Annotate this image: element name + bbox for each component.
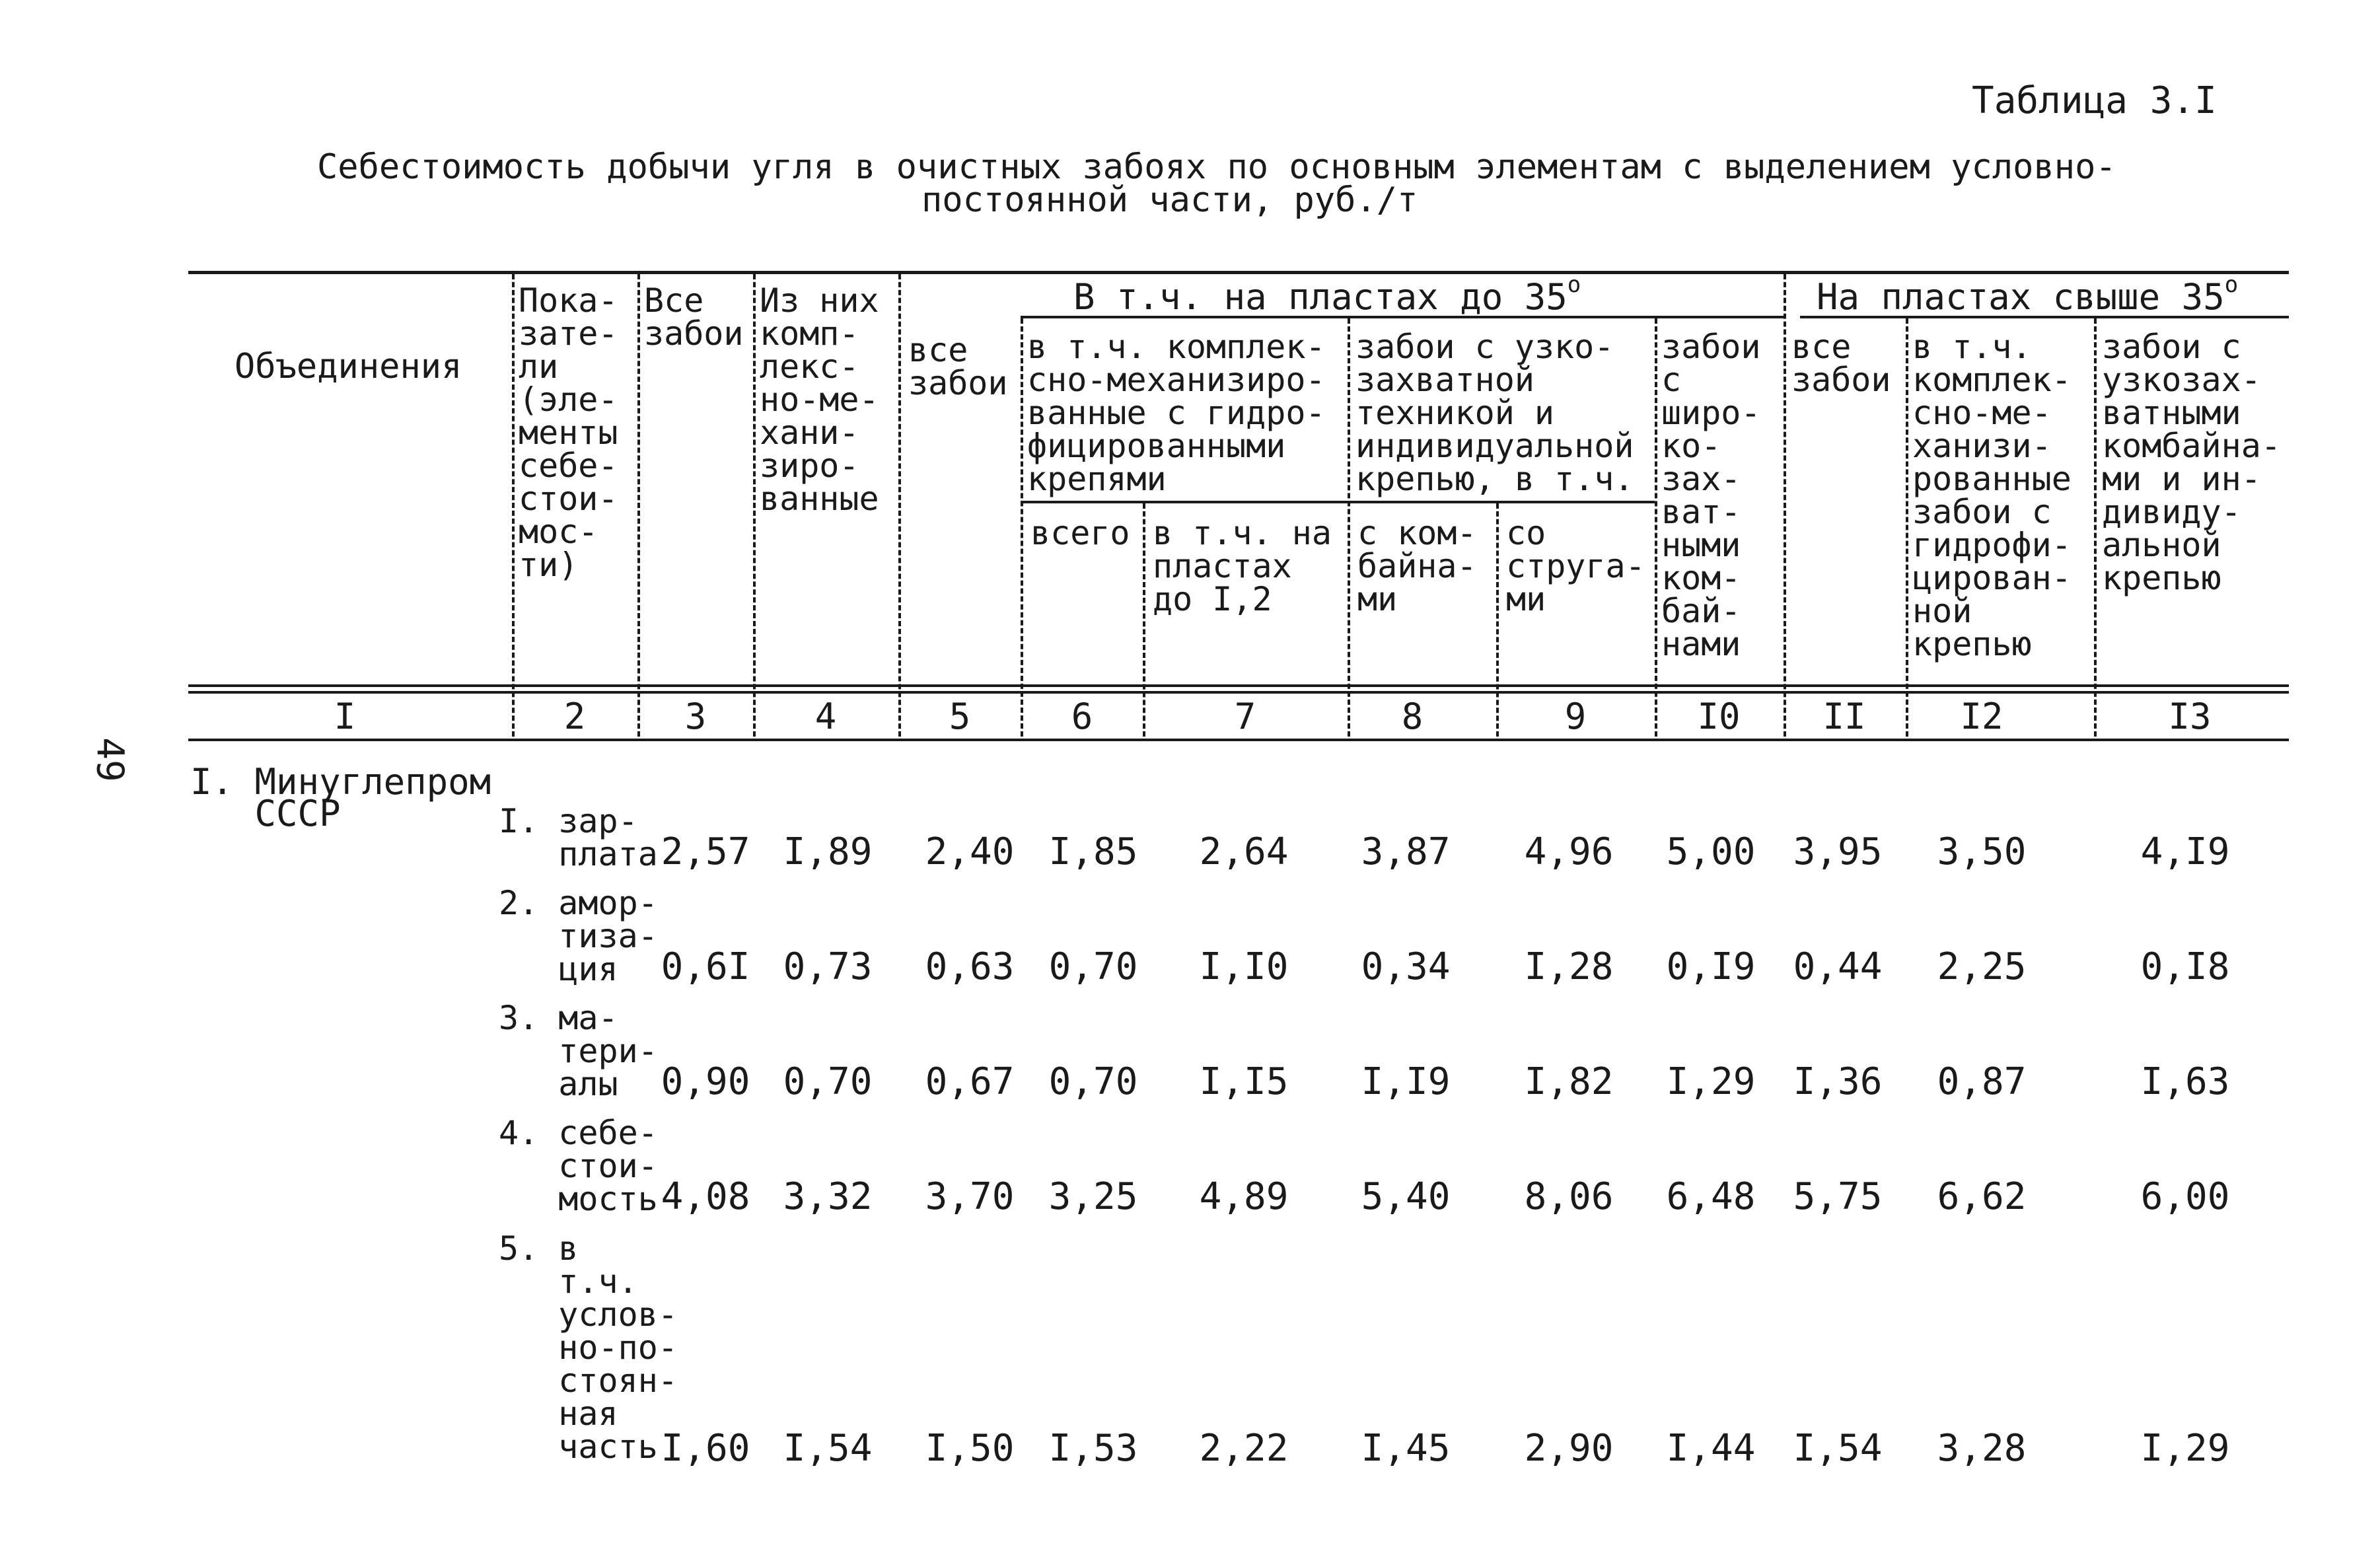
header-bottom-rule-1 xyxy=(188,684,2289,687)
table-cell: 6,48 xyxy=(1666,1175,1756,1218)
header-mechanized-over-35: в т.ч. комплек- сно-ме- ханизи- рованные забои с гидрофи- цирован- ной крепью xyxy=(1912,328,2072,663)
table-cell: I,54 xyxy=(1793,1427,1883,1470)
row-label: 4. себе- стои- мость xyxy=(499,1114,658,1218)
column-number: 4 xyxy=(814,696,837,737)
header-narrow-cut: забои с узко- захватной техникой и индивидуальной крепью, в т.ч. xyxy=(1355,328,1634,498)
table-cell: I,82 xyxy=(1524,1060,1614,1103)
table-cell: 3,50 xyxy=(1937,830,2027,873)
column-number: I0 xyxy=(1697,696,1741,737)
row-label: 3. ма- тери- алы xyxy=(499,999,658,1103)
table-cell: 3,95 xyxy=(1793,830,1883,873)
header-group-under-35: В т.ч. на пластах до $35^о$ xyxy=(1073,272,1581,318)
table-cell: I,85 xyxy=(1048,830,1138,873)
column-number: 3 xyxy=(684,696,707,737)
table-cell: I,89 xyxy=(783,830,873,873)
header-narrow-over-35: забои с узкозах- ватными комбайна- ми и ин- дивиду- альной крепью xyxy=(2102,328,2281,597)
table-cell: 3,87 xyxy=(1361,830,1451,873)
table-cell: 0,44 xyxy=(1793,945,1883,988)
table-label: Таблица 3.I xyxy=(1972,79,2217,122)
table-cell: 0,70 xyxy=(783,1060,873,1103)
table-cell: 2,22 xyxy=(1199,1427,1289,1470)
column-number: 5 xyxy=(949,696,971,737)
col-separator xyxy=(1496,503,1499,737)
header-with-combines: с ком- байна- ми xyxy=(1357,514,1477,618)
header-mechanized: Из них комп- лекс- но-ме- хани- зиро- ванные xyxy=(760,281,879,518)
header-indicators: Пока- зате- ли (эле- менты себе- стои- мос- ти) xyxy=(519,281,618,584)
column-number: 6 xyxy=(1071,696,1093,737)
row-label: 5. в т.ч. услов- но-по- стоян- ная часть xyxy=(499,1229,678,1466)
table-cell: I,45 xyxy=(1361,1427,1451,1470)
col-separator xyxy=(753,274,756,737)
header-total: всего xyxy=(1030,514,1130,552)
col-separator xyxy=(1655,318,1657,737)
table-cell: I,29 xyxy=(2140,1427,2230,1470)
table-cell: I,28 xyxy=(1524,945,1614,988)
header-bottom-rule-2 xyxy=(188,691,2289,694)
column-number: II xyxy=(1822,696,1866,737)
table-cell: I,I5 xyxy=(1199,1060,1289,1103)
table-cell: 3,70 xyxy=(925,1175,1015,1218)
table-cell: 0,6I xyxy=(661,945,750,988)
table-cell: 5,40 xyxy=(1361,1175,1451,1218)
table-cell: 6,62 xyxy=(1937,1175,2027,1218)
table-title-line-1: Себестоимость добычи угля в очистных забоях по основным элементам с выделением условно- xyxy=(317,147,2116,187)
column-number: 2 xyxy=(563,696,586,737)
header-thin-seams: в т.ч. на пластах до I,2 xyxy=(1153,514,1332,618)
table-cell: 4,I9 xyxy=(2140,830,2230,873)
column-number: 9 xyxy=(1564,696,1587,737)
header-wide-cut: забои с широ- ко- зах- ват- ными ком- бай- нами xyxy=(1661,328,1761,663)
table-title-line-2: постоянной части, руб./т xyxy=(921,180,1418,220)
table-cell: I,44 xyxy=(1666,1427,1756,1470)
table-cell: 6,00 xyxy=(2140,1175,2230,1218)
table-cell: I,53 xyxy=(1048,1427,1138,1470)
table-cell: 0,70 xyxy=(1048,1060,1138,1103)
header-associations: Объединения xyxy=(234,347,462,386)
column-number: I3 xyxy=(2168,696,2212,737)
col-separator xyxy=(2094,318,2097,737)
table-cell: 0,87 xyxy=(1937,1060,2027,1103)
header-with-ploughs: со струга- ми xyxy=(1506,514,1645,618)
row-label: 2. амор- тиза- ция xyxy=(499,884,658,988)
header-mechanized-hydro: в т.ч. комплек- сно-механизиро- ванные с гидро- фицированными крепями xyxy=(1027,328,1326,498)
col-separator xyxy=(1143,503,1145,737)
table-cell: 0,34 xyxy=(1361,945,1451,988)
page-number: 49 xyxy=(88,737,131,782)
table-cell: 0,67 xyxy=(925,1060,1015,1103)
col-separator xyxy=(1021,318,1023,737)
col-separator xyxy=(637,274,640,737)
table-cell: 2,40 xyxy=(925,830,1015,873)
table-cell: 2,57 xyxy=(661,830,750,873)
table-cell: I,63 xyxy=(2140,1060,2230,1103)
table-cell: 8,06 xyxy=(1524,1175,1614,1218)
degree-sign: о xyxy=(1567,272,1581,298)
table-cell: 2,64 xyxy=(1199,830,1289,873)
association-name: I. Минуглепром СССР xyxy=(190,761,491,834)
col-separator xyxy=(512,274,515,737)
header-all-faces: Все забои xyxy=(644,281,744,353)
table-cell: 3,28 xyxy=(1937,1427,2027,1470)
table-cell: 3,25 xyxy=(1048,1175,1138,1218)
table-cell: I,36 xyxy=(1793,1060,1883,1103)
header-all-faces-under-35: все забои xyxy=(908,331,1008,402)
degree-sign: о xyxy=(2224,272,2239,298)
column-number: 8 xyxy=(1401,696,1424,737)
subgroup-rule xyxy=(1021,501,1655,503)
table-cell: 0,73 xyxy=(783,945,873,988)
table-cell: 0,90 xyxy=(661,1060,750,1103)
table-cell: I,50 xyxy=(925,1427,1015,1470)
col-separator xyxy=(1906,318,1908,737)
table-cell: 2,25 xyxy=(1937,945,2027,988)
table-cell: 4,08 xyxy=(661,1175,750,1218)
column-number: I2 xyxy=(1960,696,2003,737)
table-cell: I,54 xyxy=(783,1427,873,1470)
header-group-over-35: На пластах свыше $35^о$ xyxy=(1817,272,2239,318)
table-cell: I,60 xyxy=(661,1427,750,1470)
row-label: I. зар- плата xyxy=(499,802,658,873)
table-cell: I,29 xyxy=(1666,1060,1756,1103)
column-number-rule xyxy=(188,739,2289,741)
table-top-rule xyxy=(188,271,2289,274)
table-cell: I,I9 xyxy=(1361,1060,1451,1103)
table-cell: 4,89 xyxy=(1199,1175,1289,1218)
table-cell: 0,70 xyxy=(1048,945,1138,988)
table-cell: 4,96 xyxy=(1524,830,1614,873)
table-cell: 0,63 xyxy=(925,945,1015,988)
table-cell: 5,00 xyxy=(1666,830,1756,873)
col-separator xyxy=(1784,274,1786,737)
col-separator xyxy=(898,274,901,737)
table-cell: 5,75 xyxy=(1793,1175,1883,1218)
table-cell: 0,I8 xyxy=(2140,945,2230,988)
col-separator xyxy=(1348,318,1350,737)
header-all-faces-over-35: все забои xyxy=(1791,328,1891,399)
table-cell: 0,I9 xyxy=(1666,945,1756,988)
column-number: I xyxy=(334,696,356,737)
table-cell: 2,90 xyxy=(1524,1427,1614,1470)
table-cell: I,I0 xyxy=(1199,945,1289,988)
column-number: 7 xyxy=(1234,696,1256,737)
table-cell: 3,32 xyxy=(783,1175,873,1218)
